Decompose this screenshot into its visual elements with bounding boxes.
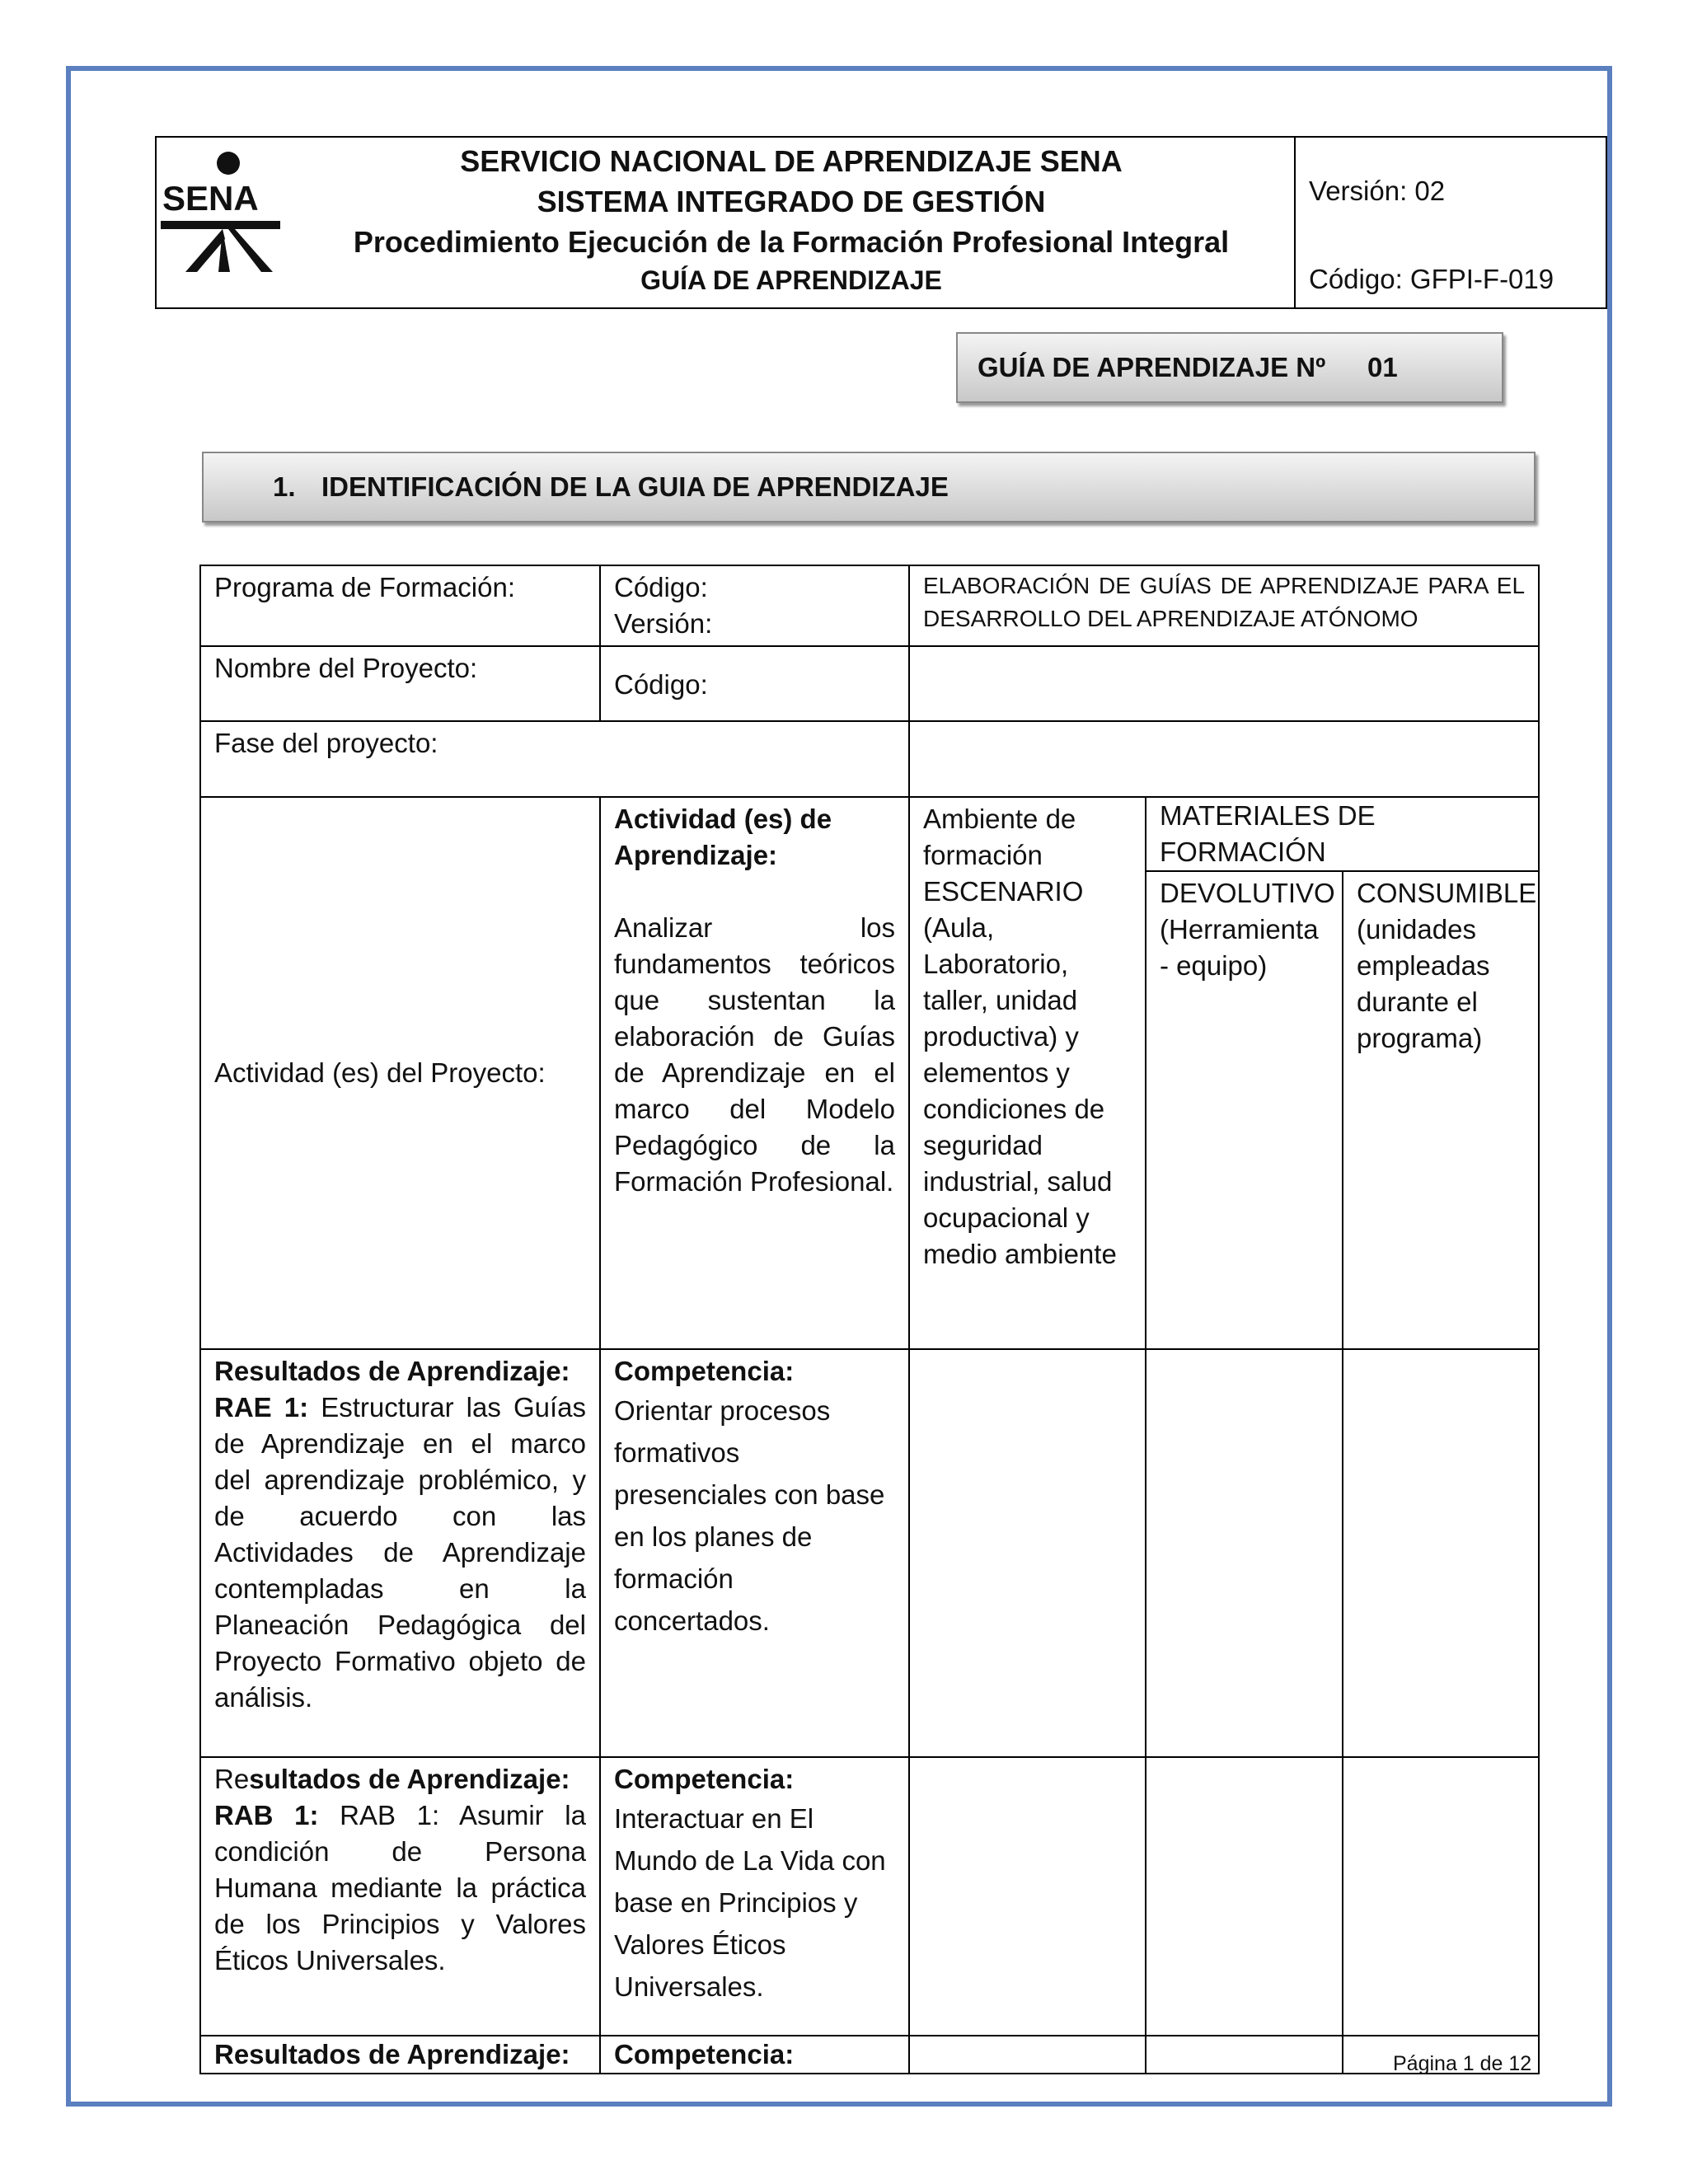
programa-name: ELABORACIÓN DE GUÍAS DE APRENDIZAJE PARA EL DESARROLLO DEL APRENDIZAJE ATÓNOMO (909, 565, 1539, 646)
programa-code-cell (600, 565, 909, 646)
rab-label: RAB 1: (214, 1800, 319, 1830)
rab-cell (200, 1757, 600, 2036)
rab-devolutivo (1146, 1757, 1343, 2036)
rae-label: RAE 1: (214, 1392, 309, 1422)
competencia-1-text: Orientar procesos formativos presenciales con base en los planes de formación concertados. (614, 1395, 885, 1636)
rab-ambiente (909, 1757, 1146, 2036)
section-number: 1. (273, 471, 296, 502)
competencia-1-cell (600, 1349, 909, 1757)
programa-code-label: Código: (614, 572, 708, 602)
version-label: Versión: 02 (1309, 176, 1446, 206)
identification-table (199, 565, 1538, 2074)
rab-resultados-label (214, 1761, 586, 1797)
header-line-2: SISTEMA INTEGRADO DE GESTIÓN (537, 185, 1046, 218)
proyecto-code-label: Código: (600, 646, 909, 721)
ambiente-text: Ambiente de formación ESCENARIO (Aula, Laboratorio, taller, unidad productiva) y elementos y condiciones de seguridad industrial, salud ocupacional y medio ambiente (909, 797, 1146, 1349)
row3-devolutivo (1146, 2036, 1343, 2074)
rab-resultados-prefix: Re (214, 1764, 250, 1794)
actividad-aprendizaje-cell (600, 797, 909, 1349)
header-divider (1294, 136, 1296, 309)
table-row-actividades (200, 797, 1539, 871)
proyecto-label: Nombre del Proyecto: (200, 646, 600, 721)
proyecto-value (909, 646, 1539, 721)
header-line-4: GUÍA DE APRENDIZAJE (640, 265, 942, 295)
rae-text: Estructurar las Guías de Aprendizaje en el marco del aprendizaje problémico, y de acuerdo con las Actividades de Aprendizaje contempladas en la Planeación Pedagógica del Proyecto Formativo objeto de análisis. (214, 1392, 586, 1713)
logo-text: SENA (162, 179, 259, 218)
actividad-proyecto-label: Actividad (es) del Proyecto: (200, 797, 600, 1349)
consumible-header: CONSUMIBLE (unidades empleadas durante el programa) (1343, 871, 1539, 1349)
page-number: Página 1 de 12 (1393, 2052, 1532, 2075)
competencia-3-label: Competencia: (600, 2036, 909, 2074)
sena-logo (161, 148, 284, 280)
table-row-proyecto (200, 646, 1539, 721)
competencia-2-label: Competencia: (614, 1764, 795, 1794)
rae-resultados-label: Resultados de Aprendizaje: (214, 1356, 570, 1386)
devolutivo-header: DEVOLUTIVO (Herramienta - equipo) (1146, 871, 1343, 1349)
table-row-fase (200, 721, 1539, 797)
rae-cell (200, 1349, 600, 1757)
rae-ambiente (909, 1349, 1146, 1757)
fase-label: Fase del proyecto: (200, 721, 909, 797)
table-row-rae (200, 1349, 1539, 1757)
table-row-rab (200, 1757, 1539, 2036)
row3-ambiente (909, 2036, 1146, 2074)
guide-number-value: 01 (1367, 352, 1398, 382)
competencia-2-cell (600, 1757, 909, 2036)
guide-number-label: GUÍA DE APRENDIZAJE Nº (978, 352, 1326, 382)
programa-label: Programa de Formación: (200, 565, 600, 646)
section-title: IDENTIFICACIÓN DE LA GUIA DE APRENDIZAJE (321, 471, 949, 502)
actividad-aprendizaje-label: Actividad (es) de Aprendizaje: (614, 804, 832, 870)
rab-consumible (1343, 1757, 1539, 2036)
resultados-3-label: Resultados de Aprendizaje: (200, 2036, 600, 2074)
table-row-resultados-3 (200, 2036, 1539, 2074)
competencia-1-label: Competencia: (614, 1356, 795, 1386)
rab-resultados-rest: sultados de Aprendizaje: (249, 1764, 570, 1794)
actividad-aprendizaje-text: Analizar los fundamentos teóricos que sustentan la elaboración de Guías de Aprendizaje en el marco del Modelo Pedagógico de la Formación Profesional. (614, 912, 895, 1197)
header-line-1: SERVICIO NACIONAL DE APRENDIZAJE SENA (460, 144, 1123, 178)
programa-version-label: Versión: (614, 608, 713, 639)
code-label: Código: GFPI-F-019 (1309, 264, 1554, 294)
fase-value (909, 721, 1539, 797)
guide-number-box (956, 332, 1503, 403)
competencia-2-text: Interactuar en El Mundo de La Vida con base en Principios y Valores Éticos Universales. (614, 1803, 886, 2002)
table-row-programa (200, 565, 1539, 646)
section-title-bar (202, 452, 1536, 523)
materiales-header: MATERIALES DE FORMACIÓN (1146, 797, 1539, 871)
rae-devolutivo (1146, 1349, 1343, 1757)
header-line-3: Procedimiento Ejecución de la Formación Profesional Integral (353, 225, 1230, 259)
rab-text: RAB 1: Asumir la condición de Persona Humana mediante la práctica de los Principios y Valores Éticos Universales. (214, 1800, 586, 1975)
rae-consumible (1343, 1349, 1539, 1757)
